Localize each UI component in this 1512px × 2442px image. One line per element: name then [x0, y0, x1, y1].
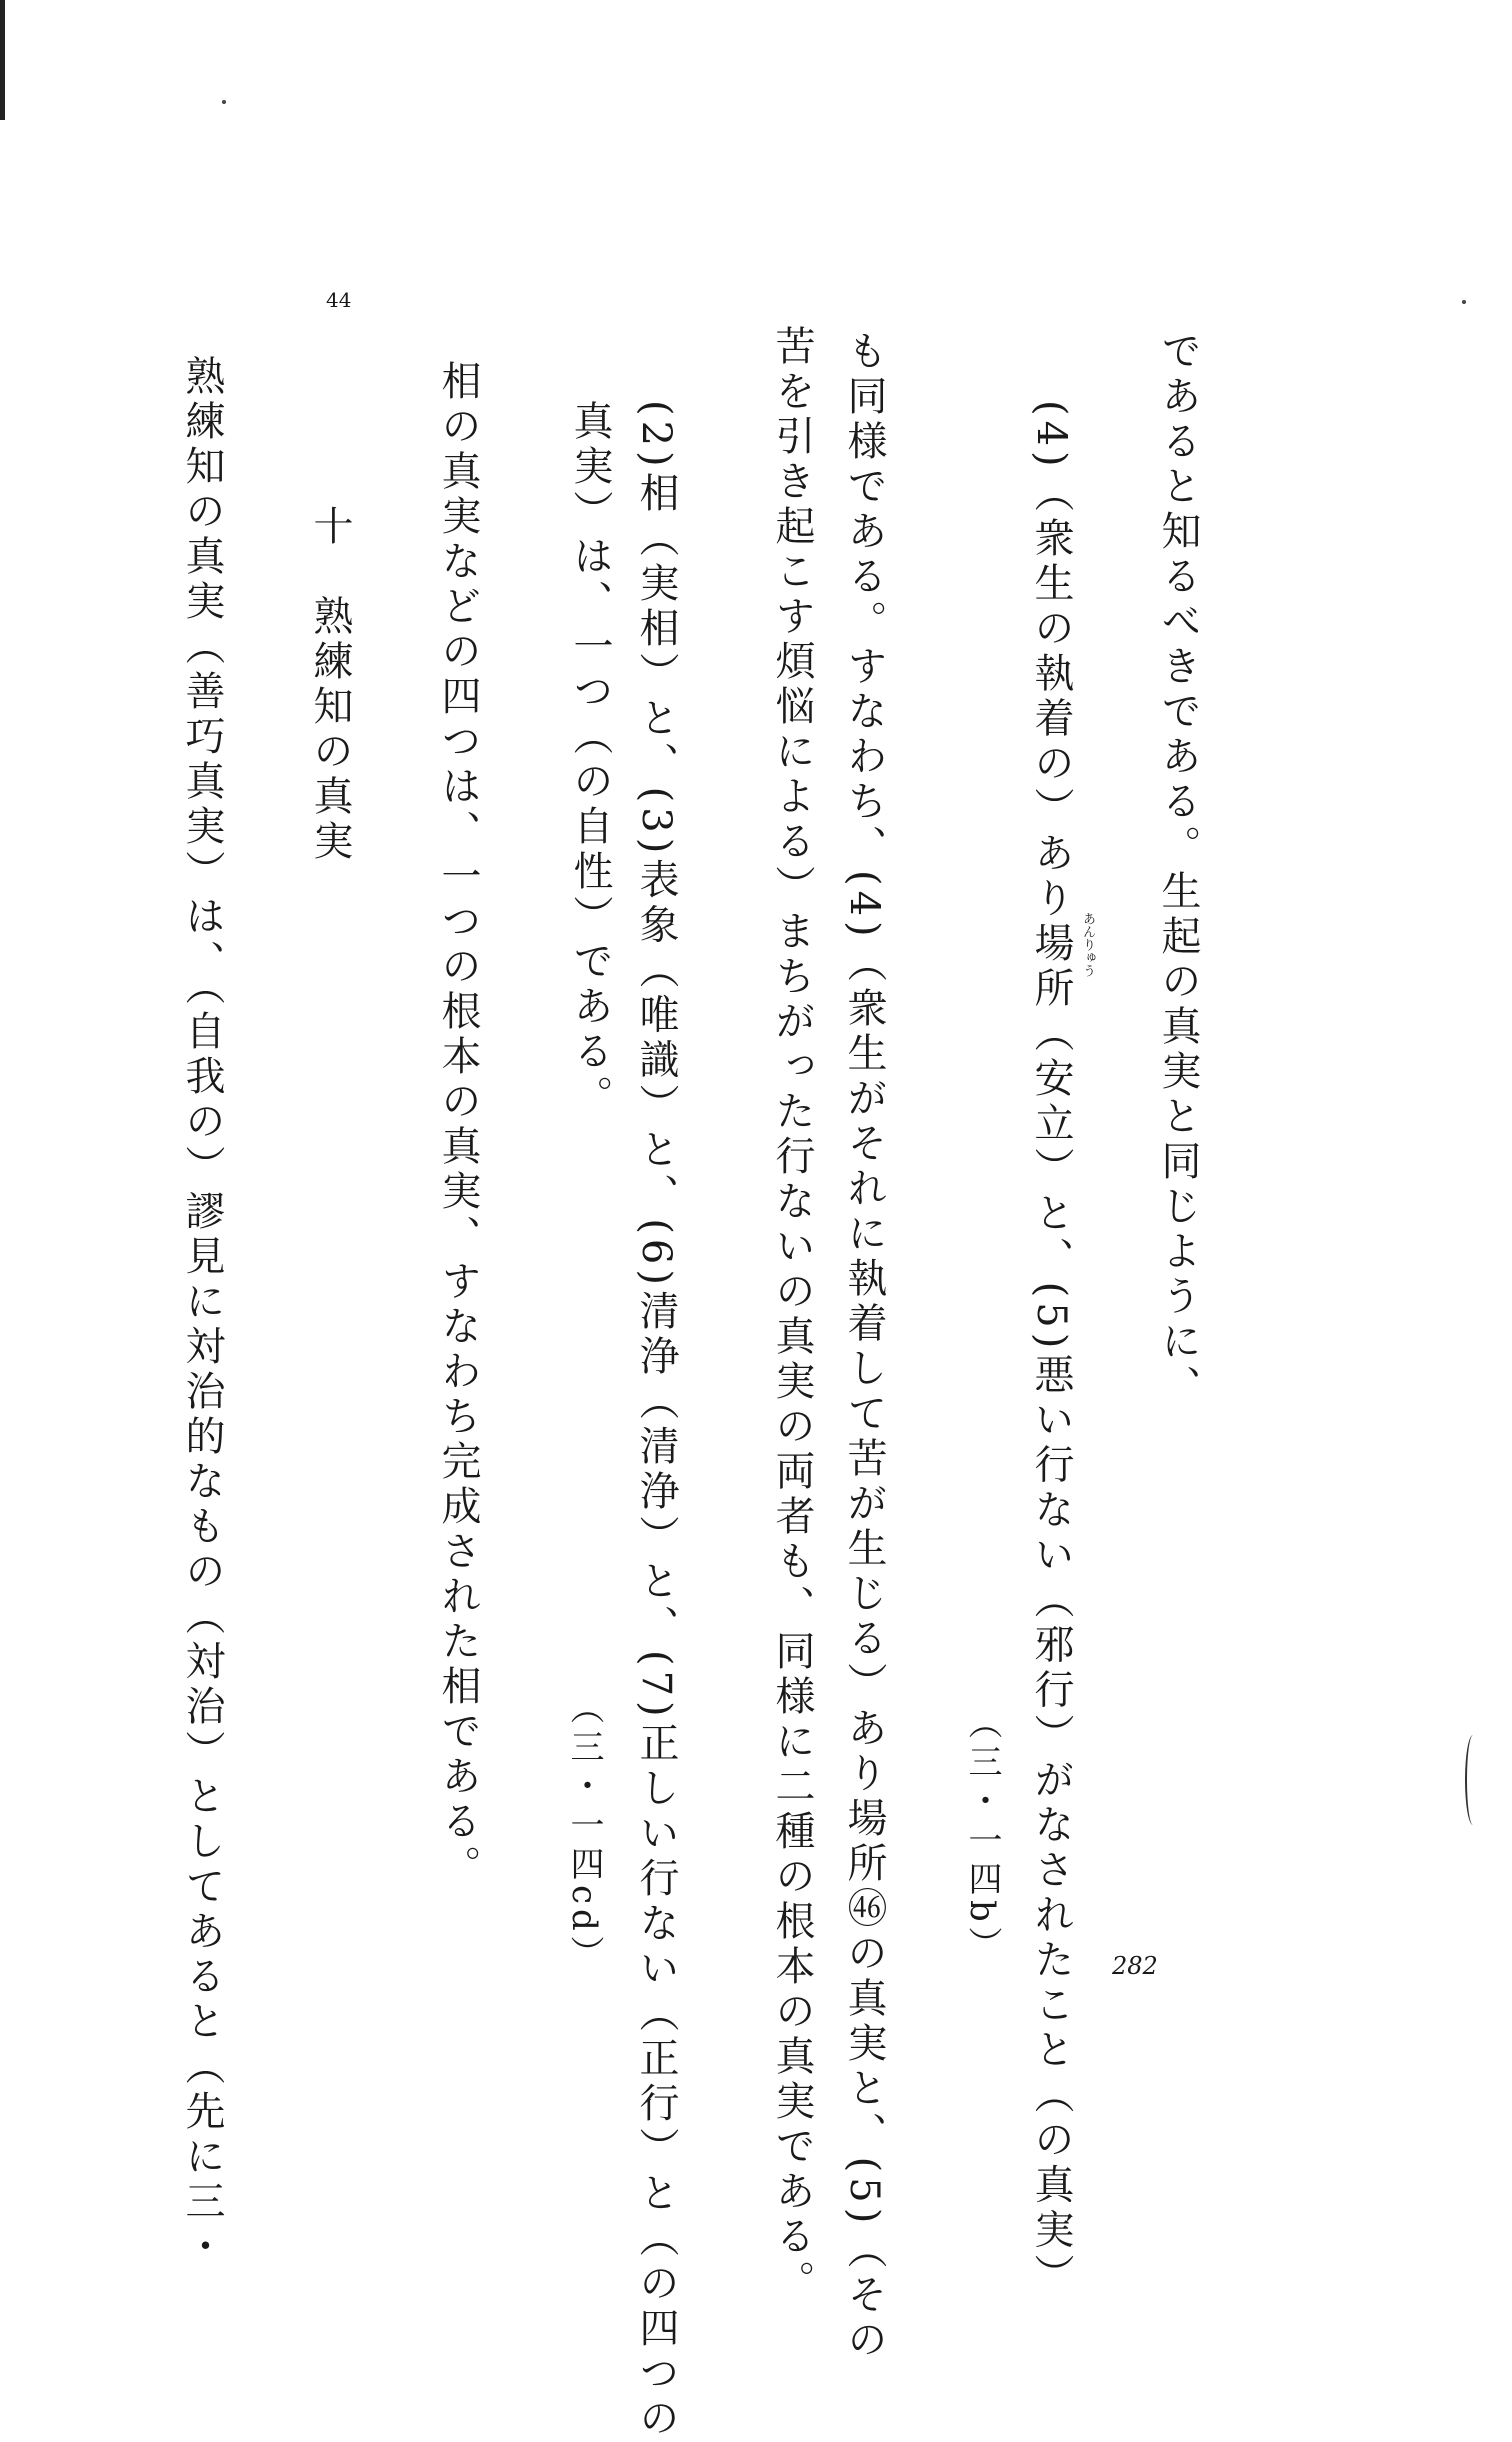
text-line-5: (2)相（実相）と、(3)表象（唯識）と、(6)清浄（清浄）と、(7)正しい行ない（正行）と（の四つの	[633, 400, 679, 2442]
ruby-annotation: あんりゅう	[1080, 912, 1095, 977]
citation-3-14cd: （三・一四cd）	[564, 1690, 604, 1975]
scan-edge-mark	[0, 0, 5, 120]
text-line-2: (4)（衆生の執着の）あり場所（安立）と、(5)悪い行ない（邪行）がなされたこと（の真実）	[1028, 400, 1074, 2299]
scan-speck	[1462, 300, 1466, 304]
text-line-7: 相の真実などの四つは、一つの根本の真実、すなわち完成された相である。	[435, 360, 481, 1890]
text-line-1: であると知るべきである。生起の真実と同じように、	[1155, 330, 1201, 1410]
scan-speck	[222, 100, 226, 104]
citation-3-14b: （三・一四b）	[962, 1705, 1002, 1966]
page-number-small: 44	[326, 288, 352, 312]
section-heading: 十 熟練知の真実	[307, 505, 353, 865]
scan-bracket-mark	[1465, 1735, 1481, 1825]
text-line-8: 熟練知の真実（善巧真実）は、（自我の）謬見に対治的なもの（対治）としてあると（先に三・	[179, 355, 225, 2270]
text-line-3: も同様である。すなわち、(4)（衆生がそれに執着して苦が生じる）あり場所㊻の真実と、(5)（その	[841, 330, 887, 2364]
folio-number: 282	[1112, 1952, 1158, 1980]
text-line-4: 苦を引き起こす煩悩による）まちがった行ないの真実の両者も、同様に二種の根本の真実である。	[769, 325, 815, 2305]
text-line-6: 真実）は、一つ（の自性）である。	[567, 400, 613, 1120]
